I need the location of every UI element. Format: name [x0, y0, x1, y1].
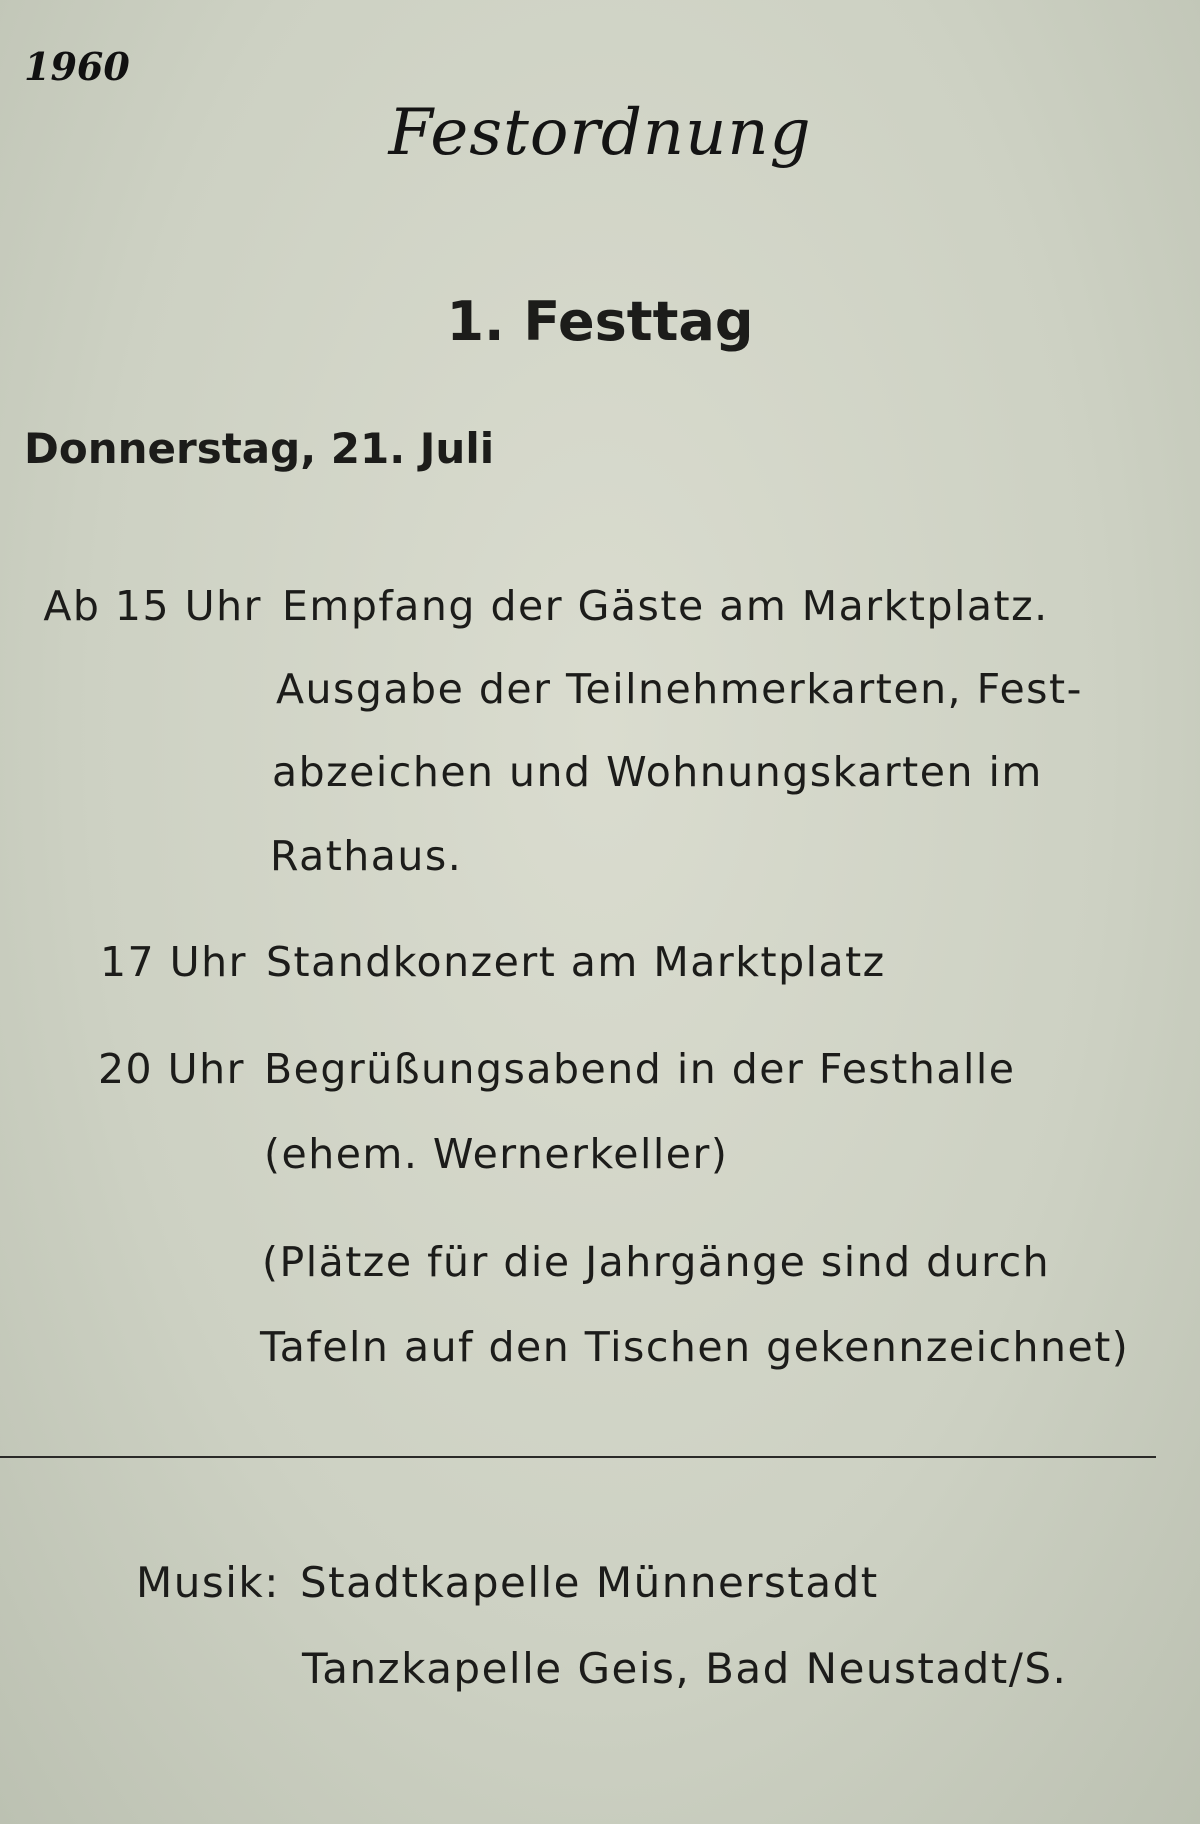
schedule-line: Begrüßungsabend in der Festhalle — [264, 1045, 1016, 1093]
day-heading: 1. Festtag — [446, 290, 754, 353]
schedule-line: (ehem. Wernerkeller) — [264, 1130, 729, 1178]
schedule-time: 20 Uhr — [97, 1045, 245, 1093]
music-line: Stadtkapelle Münnerstadt — [300, 1558, 879, 1607]
schedule-line: (Plätze für die Jahrgänge sind durch — [262, 1238, 1051, 1286]
schedule-time: 17 Uhr — [99, 938, 247, 986]
music-line: Tanzkapelle Geis, Bad Neustadt/S. — [302, 1644, 1068, 1693]
schedule-line: abzeichen und Wohnungskarten im — [272, 748, 1043, 796]
schedule-line: Tafeln auf den Tischen gekennzeichnet) — [260, 1323, 1130, 1371]
schedule-line: Rathaus. — [270, 832, 463, 880]
date-heading: Donnerstag, 21. Juli — [24, 424, 495, 473]
schedule-time: Ab 15 Uhr — [43, 582, 262, 630]
divider — [0, 1456, 1156, 1458]
schedule-line: Standkonzert am Marktplatz — [266, 938, 886, 986]
page-title: Festordnung — [388, 96, 812, 170]
music-label: Musik: — [136, 1558, 280, 1607]
schedule-line: Empfang der Gäste am Marktplatz. — [282, 582, 1049, 630]
schedule-line: Ausgabe der Teilnehmerkarten, Fest- — [276, 665, 1083, 713]
year-label: 1960 — [24, 44, 130, 89]
